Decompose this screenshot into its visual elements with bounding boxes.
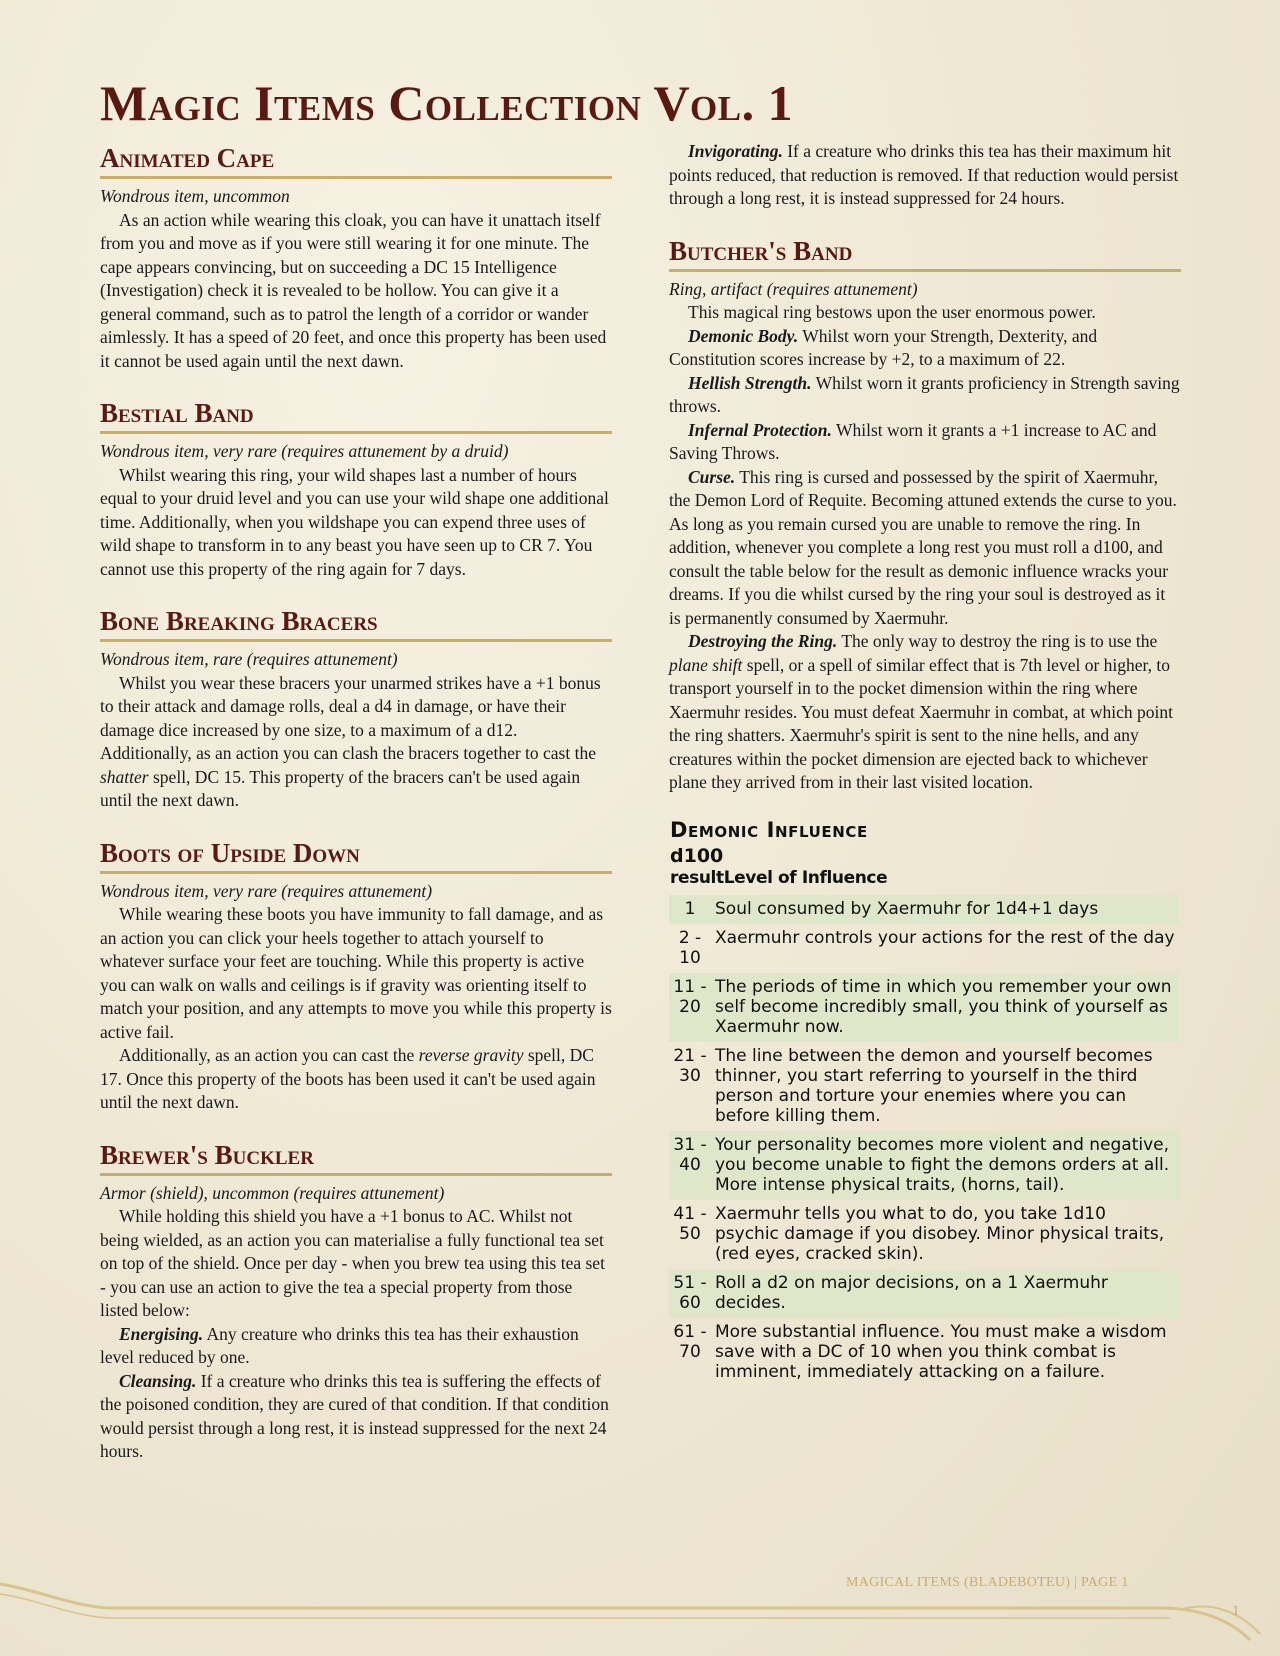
page-number: 1 bbox=[1232, 1603, 1240, 1619]
property-label: Infernal Protection. bbox=[688, 419, 832, 440]
section-title: Bestial Band bbox=[100, 395, 612, 434]
influence-description: Xaermuhr tells you what to do, you take 1d10 psychic damage if you disobey. Minor physical traits, (red eyes, cracked skin). bbox=[715, 1203, 1165, 1264]
roll-range: 41 - 50 bbox=[673, 1203, 707, 1244]
property-text: Any creature who drinks this tea has their exhaustion level reduced by one. bbox=[100, 1323, 579, 1367]
property-label: Demonic Body. bbox=[688, 325, 799, 346]
table-row bbox=[669, 1131, 1179, 1200]
property-cleansing bbox=[100, 1370, 612, 1464]
property-energising bbox=[100, 1323, 612, 1370]
section-title: Bone Breaking Bracers bbox=[100, 603, 612, 642]
property-curse bbox=[669, 466, 1181, 631]
spell-name: reverse gravity bbox=[418, 1045, 524, 1065]
table-row bbox=[669, 1042, 1179, 1131]
page-footer: MAGICAL ITEMS (BLADEBOTEU) | PAGE 1 bbox=[846, 1575, 1129, 1590]
table-row bbox=[669, 1200, 1179, 1269]
influence-description: Soul consumed by Xaermuhr for 1d4+1 days bbox=[711, 895, 1179, 924]
property-label: Cleansing. bbox=[119, 1370, 197, 1391]
item-type: Wondrous item, very rare (requires attunement by a druid) bbox=[100, 441, 509, 461]
item-type: Wondrous item, very rare (requires attunement) bbox=[100, 880, 433, 901]
table-header-level: Level of Influence bbox=[723, 867, 888, 888]
item-description: While wearing these boots you have immunity to fall damage, and as an action you can click your heels together to attach yourself to whatever surface your feet are touching. While this property is active you can walk on walls and ceilings is if gravity was orienting itself to match your position, and any attempts to move you while this property is active fail. bbox=[100, 904, 612, 1042]
influence-description: Xaermuhr controls your actions for the rest of the day bbox=[715, 927, 1175, 948]
description-text: Additionally, as an action you can cast the bbox=[119, 1045, 415, 1065]
description-text: spell, DC 15. This property of the bracers can't be used again until the next dawn. bbox=[100, 766, 581, 810]
table-row bbox=[669, 973, 1179, 1042]
property-label: Destroying the Ring. bbox=[688, 631, 838, 651]
influence-description: The line between the demon and yourself becomes thinner, you start referring to yourself in the third person and torture your enemies where you can before killing them. bbox=[715, 1045, 1153, 1126]
property-text: spell, or a spell of similar effect that is 7th level or higher, to transport yourself in to the pocket dimension within the ring where Xaermuhr resides. You must defeat Xaermuhr in combat, at which point the ring shatters. Xaermuhr's spirit is sent to the nine hells, and any creatures within the pocket dimension are ejected back to whichever plane they arrived from in their last visited location. bbox=[669, 654, 1173, 792]
section-brewers-buckler bbox=[100, 1137, 612, 1464]
page-title: Magic Items Collection Vol. 1 bbox=[100, 75, 794, 131]
item-description: As an action while wearing this cloak, you can have it unattach itself from you and move as if you were still wearing it for one minute. The cape appears convincing, but on succeeding a DC 15 Intelligence (Investigation) check it is revealed to be hollow. You can give it a general command, such as to patrol the length of a corridor or wander aimlessly. It has a speed of 20 feet, and once this property has been used it cannot be used again until the next dawn. bbox=[100, 209, 607, 371]
property-invigorating bbox=[669, 140, 1181, 211]
property-demonic-body bbox=[669, 325, 1181, 372]
property-hellish-strength bbox=[669, 372, 1181, 419]
influence-description: Your personality becomes more violent and negative, you become unable to fight the demons orders at all. More intense physical traits, (horns, tail). bbox=[711, 1131, 1179, 1200]
roll-range: 21 - 30 bbox=[673, 1045, 707, 1086]
table-row bbox=[669, 924, 1179, 973]
influence-description: Roll a d2 on major decisions, on a 1 Xaermuhr decides. bbox=[711, 1269, 1179, 1318]
roll-range: 1 bbox=[669, 895, 711, 924]
description-text: spell, DC 17. Once this property of the boots has been used it can't be used again until the next dawn. bbox=[100, 1045, 596, 1112]
spell-name: shatter bbox=[100, 766, 149, 787]
table-header-result: result bbox=[670, 867, 724, 888]
property-text: If a creature who drinks this tea has their maximum hit points reduced, that reduction is removed. If that reduction would persist through a long rest, it is instead suppressed for 24 hours. bbox=[669, 141, 1179, 208]
item-type: Wondrous item, rare (requires attunement) bbox=[100, 649, 398, 669]
roll-range: 11 - 20 bbox=[669, 973, 711, 1042]
item-type: Wondrous item, uncommon bbox=[100, 186, 290, 206]
table-header-row bbox=[670, 867, 1181, 889]
property-label: Curse. bbox=[688, 466, 736, 487]
table-body bbox=[669, 895, 1179, 1387]
property-label: Energising. bbox=[119, 1323, 204, 1344]
demonic-influence-table-block bbox=[669, 817, 1181, 1387]
table-row bbox=[669, 1269, 1179, 1318]
section-butchers-band bbox=[669, 233, 1181, 795]
section-animated-cape bbox=[100, 140, 612, 373]
right-column bbox=[669, 140, 1181, 1387]
property-text: This ring is cursed and possessed by the spirit of Xaermuhr, the Demon Lord of Requite. Becoming attuned extends the curse to you. As long as you remain cursed you are unable to remove the ring. In addition, whenever you complete a long rest you must roll a d100, and consult the table below for the result as demonic influence wracks your dreams. If you die whilst cursed by the ring your soul is destroyed as it is permanently consumed by Xaermuhr. bbox=[669, 466, 1177, 628]
table-row bbox=[669, 895, 1179, 924]
section-boots-of-upside-down bbox=[100, 835, 612, 1115]
left-column bbox=[100, 140, 612, 1486]
demonic-influence-table bbox=[669, 895, 1179, 1387]
item-description bbox=[100, 1044, 612, 1115]
property-destroying-the-ring bbox=[669, 630, 1181, 795]
influence-description: More substantial influence. You must make a wisdom save with a DC of 10 when you think combat is imminent, immediately attacking on a failure. bbox=[715, 1321, 1167, 1382]
property-text: If a creature who drinks this tea is suffering the effects of the poisoned condition, they are cured of that condition. If that condition would persist through a long rest, it is instead suppressed for the next 24 hours. bbox=[100, 1370, 609, 1461]
section-title: Boots of Upside Down bbox=[100, 835, 612, 874]
section-title: Animated Cape bbox=[100, 140, 612, 179]
roll-range: 31 - 40 bbox=[669, 1131, 711, 1200]
property-label: Invigorating. bbox=[688, 141, 783, 161]
section-title: Butcher's Band bbox=[669, 233, 1181, 272]
description-text: Whilst you wear these bracers your unarmed strikes have a +1 bonus to their attack and damage rolls, deal a d4 in damage, or have their damage dice increased by one size, to a maximum of a d12. Additionally, as an action you can clash the bracers together to cast the bbox=[100, 672, 601, 763]
property-text: Whilst worn your Strength, Dexterity, and Constitution scores increase by +2, to a maximum of 22. bbox=[669, 325, 1098, 369]
section-title: Brewer's Buckler bbox=[100, 1137, 612, 1176]
roll-range: 61 - 70 bbox=[673, 1321, 707, 1362]
property-infernal-protection bbox=[669, 419, 1181, 466]
table-header-roll: d100 bbox=[670, 844, 724, 867]
item-description bbox=[100, 672, 612, 813]
roll-range: 51 - 60 bbox=[669, 1269, 711, 1318]
section-bone-breaking-bracers bbox=[100, 603, 612, 813]
roll-range: 2 - 10 bbox=[678, 927, 702, 968]
item-description: This magical ring bestows upon the user enormous power. bbox=[688, 302, 1096, 322]
property-text: Whilst worn it grants proficiency in Strength saving throws. bbox=[669, 372, 1180, 416]
property-text: The only way to destroy the ring is to use the bbox=[841, 631, 1158, 651]
item-type: Armor (shield), uncommon (requires attunement) bbox=[100, 1182, 445, 1203]
item-description: While holding this shield you have a +1 bonus to AC. Whilst not being wielded, as an action you can materialise a fully functional tea set on top of the shield. Once per day - when you brew tea using this tea set - you can use an action to give the tea a special property from those listed below: bbox=[100, 1206, 605, 1320]
section-bestial-band bbox=[100, 395, 612, 581]
table-title: Demonic Influence bbox=[670, 817, 868, 842]
spell-name: plane shift bbox=[669, 654, 743, 675]
item-description: Whilst wearing this ring, your wild shapes last a number of hours equal to your druid level and you can use your wild shape one additional time. Additionally, when you wildshape you can expend three uses of wild shape to transform in to any beast you have seen up to CR 7. You cannot use this property of the ring again for 7 days. bbox=[100, 464, 609, 579]
table-row bbox=[669, 1318, 1179, 1387]
influence-description: The periods of time in which you remember your own self become incredibly small, you think of yourself as Xaermuhr now. bbox=[711, 973, 1179, 1042]
property-label: Hellish Strength. bbox=[688, 372, 812, 393]
item-type: Ring, artifact (requires attunement) bbox=[669, 278, 918, 299]
property-text: Whilst worn it grants a +1 increase to AC and Saving Throws. bbox=[669, 419, 1157, 463]
